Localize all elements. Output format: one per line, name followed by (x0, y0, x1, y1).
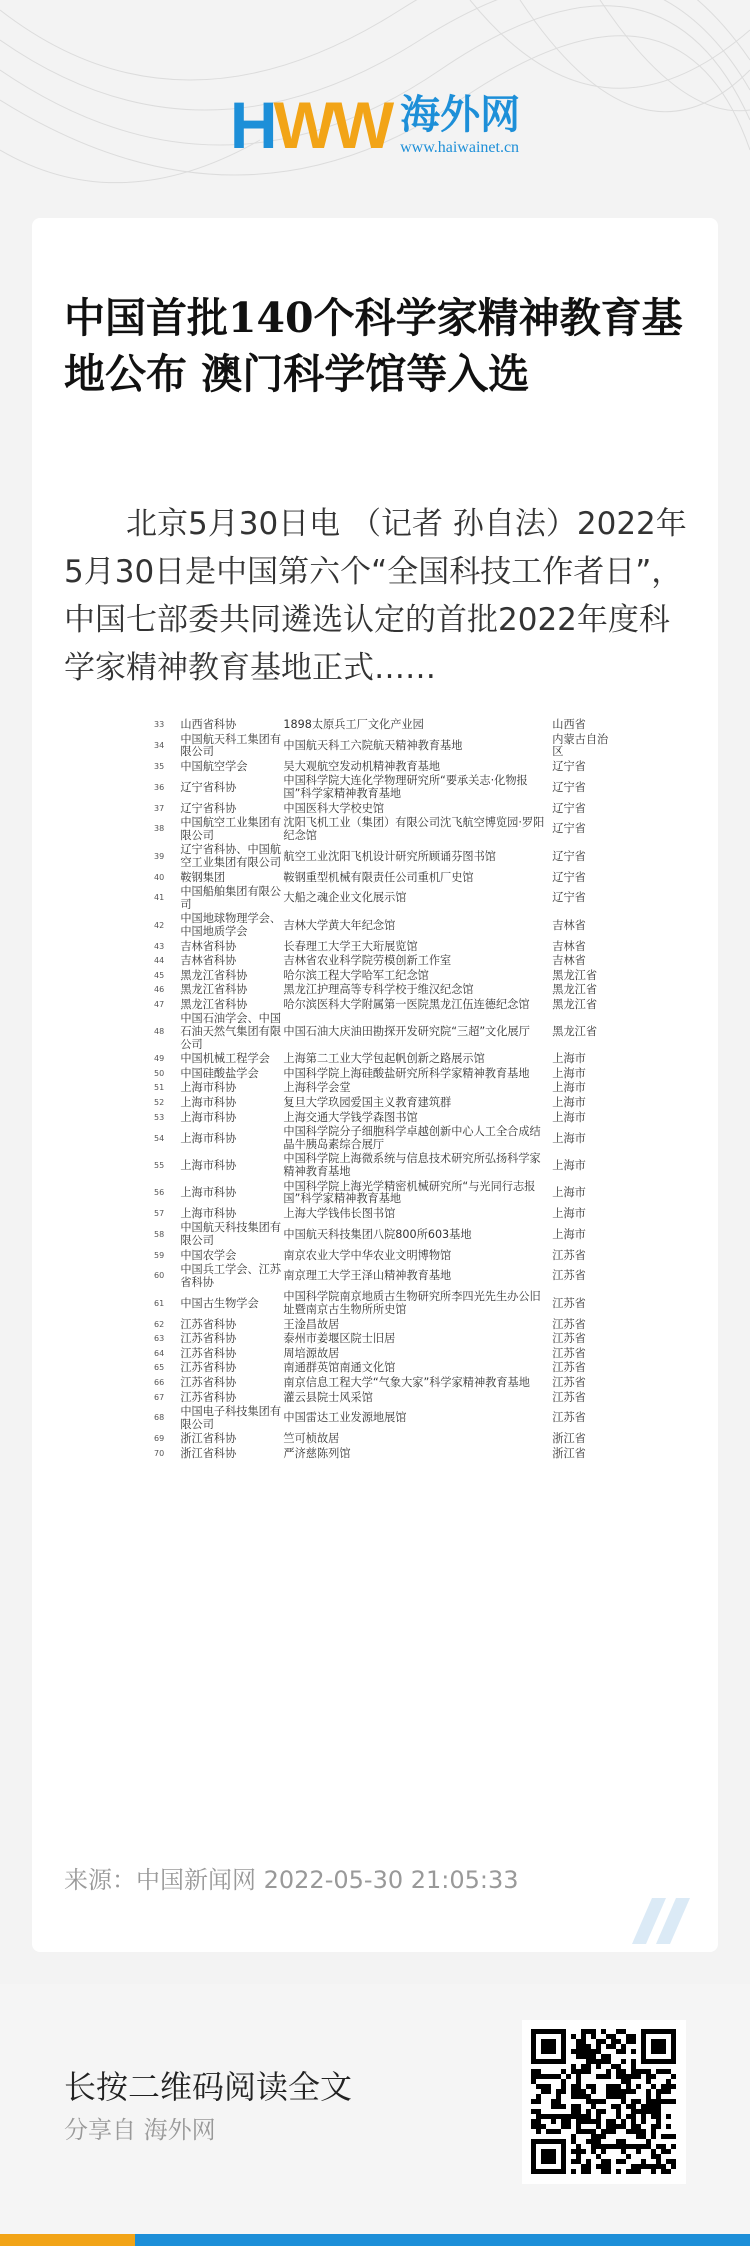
table-row (150, 1052, 615, 1067)
recommending-unit: 中国船舶集团有限公司 (180, 885, 282, 911)
province: 上海市 (552, 1110, 586, 1124)
base-name: 中国科学院大连化学物理研究所“要承关志·化物报国”科学家精神教育基地 (283, 774, 528, 800)
table-row (150, 774, 615, 801)
recommending-unit: 中国石油学会、中国石油天然气集团有限公司 (180, 1012, 282, 1051)
province: 江苏省 (552, 1375, 586, 1389)
row-number: 44 (154, 956, 165, 966)
province: 上海市 (552, 1227, 586, 1241)
article-source: 来源：中国新闻网 2022-05-30 21:05:33 (64, 1866, 519, 1894)
row-number: 57 (154, 1208, 165, 1218)
recommending-unit: 吉林省科协 (180, 939, 237, 953)
table-row (150, 1180, 615, 1207)
row-number: 52 (154, 1098, 165, 1108)
row-number: 63 (154, 1334, 165, 1344)
province: 上海市 (552, 1206, 586, 1220)
table-row (150, 954, 615, 969)
table-row (150, 871, 615, 886)
base-name: 中国医科大学校史馆 (283, 801, 385, 815)
row-number: 64 (154, 1348, 165, 1358)
province: 江苏省 (552, 1296, 586, 1310)
recommending-unit: 鞍钢集团 (180, 870, 226, 884)
row-number: 53 (154, 1112, 165, 1122)
base-name: 南京理工大学王泽山精神教育基地 (283, 1269, 452, 1283)
row-number: 36 (154, 782, 165, 792)
province: 江苏省 (552, 1269, 586, 1283)
table-row (150, 1111, 615, 1126)
table-row (150, 1290, 615, 1317)
table-row (150, 1125, 615, 1152)
province: 上海市 (552, 1066, 586, 1080)
row-number: 49 (154, 1054, 165, 1064)
row-number: 33 (154, 720, 165, 729)
recommending-unit: 中国硅酸盐学会 (180, 1066, 259, 1080)
article-image-table (150, 718, 615, 1828)
base-name: 灌云县院士风采馆 (283, 1390, 373, 1404)
province: 辽宁省 (552, 822, 586, 836)
table-row (150, 1318, 615, 1333)
province: 吉林省 (552, 939, 586, 953)
recommending-unit: 中国电子科技集团有限公司 (180, 1405, 282, 1431)
recommending-unit: 中国航空学会 (180, 759, 248, 773)
row-number: 55 (154, 1160, 165, 1170)
recommending-unit: 江苏省科协 (180, 1346, 237, 1360)
base-name: 南通群英馆南通文化馆 (283, 1361, 396, 1375)
table-row (150, 1391, 615, 1406)
share-footer (0, 1984, 750, 2246)
recommending-unit: 上海市科协 (180, 1131, 237, 1145)
province: 黑龙江省 (552, 968, 598, 982)
base-name: 严济慈陈列馆 (283, 1446, 351, 1460)
table-row (150, 733, 615, 760)
recommending-unit: 江苏省科协 (180, 1375, 237, 1389)
table-row (150, 1152, 615, 1179)
recommending-unit: 中国机械工程学会 (180, 1052, 270, 1066)
row-number: 56 (154, 1187, 165, 1197)
row-number: 50 (154, 1068, 165, 1078)
row-number: 69 (154, 1434, 165, 1444)
province: 浙江省 (552, 1446, 586, 1460)
logo-mark: HWW (229, 88, 391, 162)
recommending-unit: 山西省科协 (180, 718, 237, 731)
base-name: 吴大观航空发动机精神教育基地 (283, 759, 441, 773)
row-number: 35 (154, 761, 165, 771)
recommending-unit: 黑龙江省科协 (180, 997, 248, 1011)
base-name: 鞍钢重型机械有限责任公司重机厂史馆 (283, 870, 474, 884)
row-number: 51 (154, 1083, 165, 1093)
province: 浙江省 (552, 1432, 586, 1446)
province: 江苏省 (552, 1332, 586, 1346)
base-name: 中国科学院上海微系统与信息技术研究所弘扬科学家精神教育基地 (283, 1152, 541, 1178)
haiwainet-logo (0, 88, 750, 162)
row-number: 46 (154, 985, 165, 995)
row-number: 48 (154, 1027, 165, 1037)
province: 上海市 (552, 1052, 586, 1066)
qr-prompt: 长按二维码阅读全文 (64, 2068, 353, 2106)
base-name: 长春理工大学王大珩展览馆 (283, 939, 418, 953)
province: 江苏省 (552, 1390, 586, 1404)
province: 上海市 (552, 1158, 586, 1172)
row-number: 59 (154, 1250, 165, 1260)
article-card (32, 218, 718, 1952)
base-name: 中国航天科技集团八院800所603基地 (283, 1227, 472, 1241)
table-row (150, 1263, 615, 1290)
row-number: 68 (154, 1413, 165, 1423)
row-number: 37 (154, 803, 165, 813)
table-row (150, 1332, 615, 1347)
row-number: 39 (154, 851, 165, 861)
share-source: 分享自 海外网 (64, 2116, 216, 2144)
table-row (150, 1361, 615, 1376)
row-number: 62 (154, 1319, 165, 1329)
table-row (150, 1405, 615, 1432)
base-name: 上海交通大学钱学森图书馆 (283, 1110, 418, 1124)
logo-url: www.haiwainet.cn (400, 139, 520, 156)
province: 江苏省 (552, 1361, 586, 1375)
recommending-unit: 江苏省科协 (180, 1361, 237, 1375)
row-number: 60 (154, 1271, 165, 1281)
recommending-unit: 上海市科协 (180, 1096, 237, 1110)
recommending-unit: 吉林省科协 (180, 954, 237, 968)
base-name: 吉林大学黄大年纪念馆 (283, 918, 396, 932)
province: 黑龙江省 (552, 983, 598, 997)
row-number: 43 (154, 941, 165, 951)
table-row (150, 1249, 615, 1264)
article-lead: 北京5月30日电 （记者 孙自法）2022年5月30日是中国第六个“全国科技工作者日”，中国七部委共同遴选认定的首批2022年度科学家精神教育基地正式…… (64, 506, 687, 686)
recommending-unit: 中国古生物学会 (180, 1296, 259, 1310)
table-row (150, 885, 615, 912)
slash-decoration-icon (630, 1898, 694, 1944)
table-row (150, 1207, 615, 1222)
base-name: 沈阳飞机工业（集团）有限公司沈飞航空博览园·罗阳纪念馆 (283, 816, 545, 842)
province: 辽宁省 (552, 780, 586, 794)
row-number: 42 (154, 920, 165, 930)
table-row (150, 718, 615, 733)
logo-text (400, 93, 520, 157)
base-name: 中国航天科工六院航天精神教育基地 (283, 738, 463, 752)
table-row (150, 1096, 615, 1111)
recommending-unit: 上海市科协 (180, 1110, 237, 1124)
table-row (150, 940, 615, 955)
row-number: 65 (154, 1363, 165, 1373)
recommending-unit: 辽宁省科协 (180, 801, 237, 815)
base-name: 南京信息工程大学“气象大家”科学家精神教育基地 (283, 1375, 530, 1389)
base-name: 上海第二工业大学包起帆创新之路展示馆 (283, 1052, 485, 1066)
table-row (150, 816, 615, 843)
row-number: 66 (154, 1377, 165, 1387)
base-name: 王淦昌故居 (283, 1317, 340, 1331)
base-name: 泰州市姜堰区院士旧居 (283, 1332, 396, 1346)
recommending-unit: 辽宁省科协、中国航空工业集团有限公司 (180, 843, 282, 869)
recommending-unit: 上海市科协 (180, 1185, 237, 1199)
province: 黑龙江省 (552, 997, 598, 1011)
province: 吉林省 (552, 954, 586, 968)
province: 江苏省 (552, 1248, 586, 1262)
province: 辽宁省 (552, 849, 586, 863)
table-row (150, 1067, 615, 1082)
recommending-unit: 辽宁省科协 (180, 780, 237, 794)
province: 江苏省 (552, 1346, 586, 1360)
base-name: 复旦大学玖园爱国主义教育建筑群 (283, 1096, 452, 1110)
recommending-unit: 黑龙江省科协 (180, 983, 248, 997)
base-name: 哈尔滨工程大学哈军工纪念馆 (283, 968, 429, 982)
base-name: 中国科学院上海硅酸盐研究所科学家精神教育基地 (283, 1066, 530, 1080)
province: 辽宁省 (552, 891, 586, 905)
base-name: 航空工业沈阳飞机设计研究所顾诵芬图书馆 (283, 849, 496, 863)
row-number: 67 (154, 1392, 165, 1402)
base-name: 吉林省农业科学院劳模创新工作室 (283, 954, 452, 968)
recommending-unit: 中国航天科技集团有限公司 (180, 1221, 282, 1247)
row-number: 40 (154, 872, 165, 882)
province: 上海市 (552, 1081, 586, 1095)
base-name: 中国雷达工业发源地展馆 (283, 1411, 407, 1425)
province: 辽宁省 (552, 801, 586, 815)
province: 内蒙古自治区 (552, 732, 609, 759)
logo-chinese-name: 海外网 (400, 91, 521, 138)
table-row (150, 802, 615, 817)
row-number: 47 (154, 999, 165, 1009)
table-row (150, 1376, 615, 1391)
recommending-unit: 江苏省科协 (180, 1390, 237, 1404)
province: 黑龙江省 (552, 1025, 598, 1039)
table-row (150, 1432, 615, 1447)
recommending-unit: 中国兵工学会、江苏省科协 (180, 1263, 282, 1289)
base-name: 哈尔滨医科大学附属第一医院黑龙江伍连德纪念馆 (283, 997, 530, 1011)
base-name: 中国科学院分子细胞科学卓越创新中心人工全合成结晶牛胰岛素综合展厅 (283, 1125, 541, 1151)
province: 山西省 (552, 718, 586, 731)
table-row (150, 998, 615, 1013)
province: 辽宁省 (552, 759, 586, 773)
base-name: 大船之魂企业文化展示馆 (283, 891, 407, 905)
recommending-unit: 中国地球物理学会、中国地质学会 (180, 912, 282, 938)
article-title: 中国首批140个科学家精神教育基地公布 澳门科学馆等入选 (64, 294, 683, 398)
recommending-unit: 中国航空工业集团有限公司 (180, 816, 282, 842)
table-row (150, 969, 615, 984)
table-row (150, 912, 615, 939)
table-row (150, 1347, 615, 1362)
qr-code-icon[interactable] (522, 2020, 686, 2184)
recommending-unit: 上海市科协 (180, 1206, 237, 1220)
province: 吉林省 (552, 918, 586, 932)
row-number: 45 (154, 970, 165, 980)
table-row (150, 1221, 615, 1248)
recommending-unit: 黑龙江省科协 (180, 968, 248, 982)
recommending-unit: 上海市科协 (180, 1081, 237, 1095)
row-number: 54 (154, 1133, 165, 1143)
province: 上海市 (552, 1185, 586, 1199)
base-name: 南京农业大学中华农业文明博物馆 (283, 1248, 452, 1262)
row-number: 34 (154, 740, 165, 750)
recommending-unit: 浙江省科协 (180, 1446, 237, 1460)
base-name: 上海大学钱伟长图书馆 (283, 1206, 396, 1220)
province: 江苏省 (552, 1317, 586, 1331)
recommending-unit: 上海市科协 (180, 1158, 237, 1172)
table-row (150, 1447, 615, 1462)
base-name: 上海科学会堂 (283, 1081, 351, 1095)
province: 上海市 (552, 1096, 586, 1110)
recommending-unit: 江苏省科协 (180, 1317, 237, 1331)
row-number: 70 (154, 1448, 165, 1458)
base-name: 中国科学院南京地质古生物研究所李四光先生办公旧址暨南京古生物所所史馆 (283, 1290, 541, 1316)
recommending-unit: 中国航天科工集团有限公司 (180, 732, 282, 759)
row-number: 61 (154, 1298, 165, 1308)
recommending-unit: 浙江省科协 (180, 1432, 237, 1446)
base-name: 周培源故居 (283, 1346, 340, 1360)
table-row (150, 1081, 615, 1096)
base-name: 竺可桢故居 (283, 1432, 340, 1446)
base-name: 中国石油大庆油田勘探开发研究院“三超”文化展厅 (283, 1025, 530, 1039)
province: 上海市 (552, 1131, 586, 1145)
row-number: 41 (154, 893, 165, 903)
table-row (150, 1012, 615, 1052)
table-row (150, 983, 615, 998)
province: 辽宁省 (552, 870, 586, 884)
row-number: 38 (154, 824, 165, 834)
table-row (150, 760, 615, 775)
base-name: 黑龙江护理高等专科学校于维汉纪念馆 (283, 983, 474, 997)
table-row (150, 843, 615, 870)
base-name: 中国科学院上海光学精密机械研究所“与光同行志报国”科学家精神教育基地 (283, 1179, 536, 1206)
recommending-unit: 江苏省科协 (180, 1332, 237, 1346)
province: 江苏省 (552, 1411, 586, 1425)
bottom-color-bar (0, 2234, 750, 2246)
recommending-unit: 中国农学会 (180, 1248, 237, 1262)
row-number: 58 (154, 1229, 165, 1239)
base-name: 1898太原兵工厂文化产业园 (283, 718, 424, 731)
